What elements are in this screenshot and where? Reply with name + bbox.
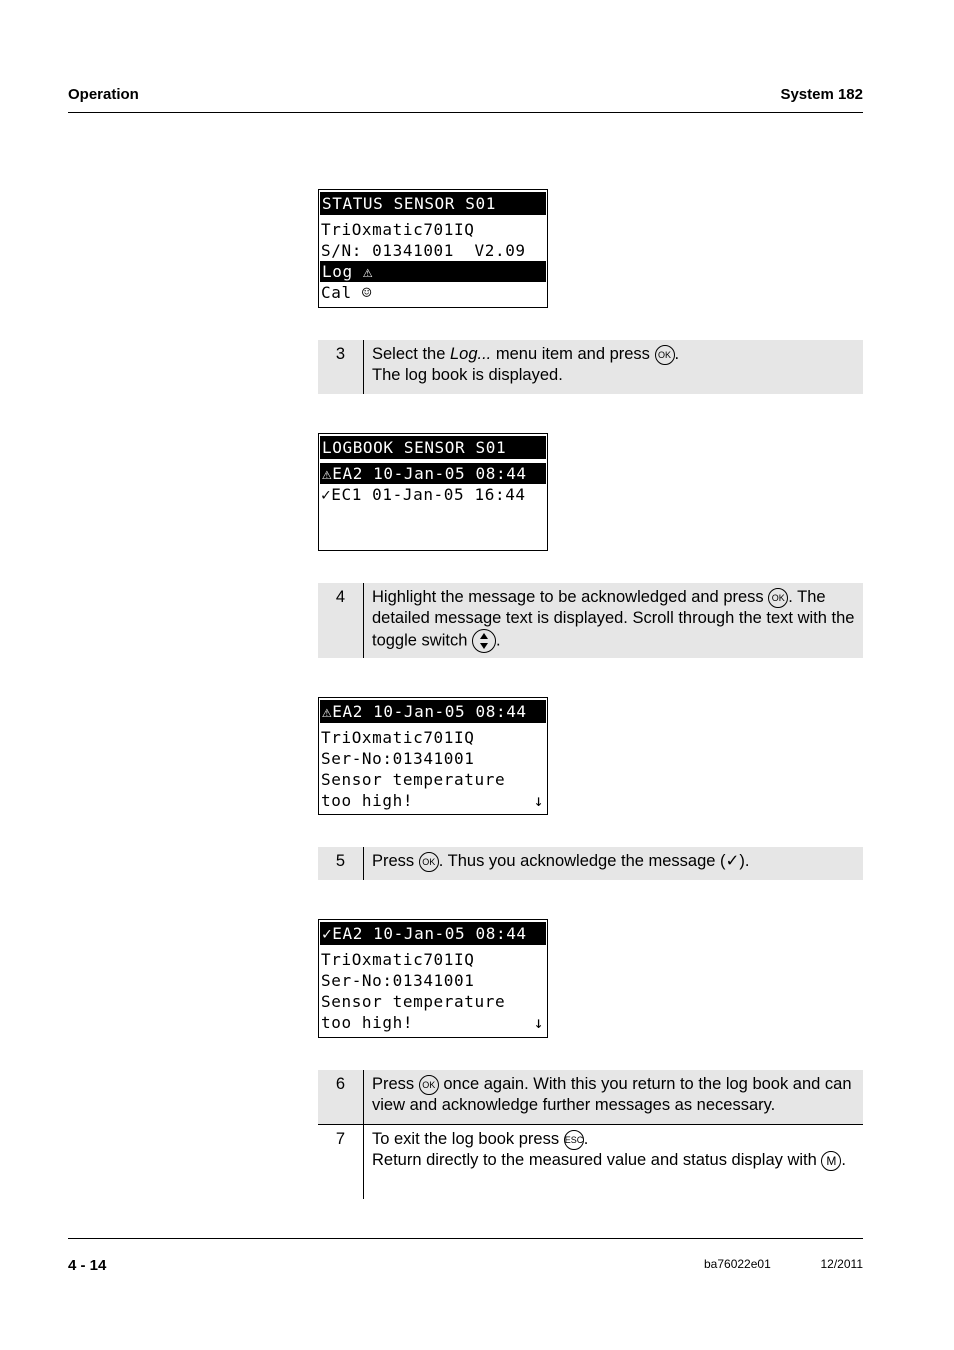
step-number: 7 bbox=[335, 1130, 346, 1148]
step-5 bbox=[318, 847, 863, 880]
lcd-title: STATUS SENSOR S01 bbox=[320, 192, 546, 215]
lcd-line: Sensor temperature bbox=[321, 770, 506, 789]
step-text: Select the Log... menu item and press OK . The log book is displayed. bbox=[372, 345, 680, 384]
lcd-line: Ser-No:01341001 bbox=[321, 749, 475, 768]
lcd-line: TriOxmatic701IQ bbox=[321, 220, 475, 239]
lcd-log-entry[interactable]: ✓EC1 01-Jan-05 16:44 bbox=[321, 485, 526, 504]
ok-key-icon: OK bbox=[768, 588, 788, 608]
step-number: 4 bbox=[335, 588, 346, 606]
lcd-line: S/N: 01341001 V2.09 bbox=[321, 241, 526, 260]
page-header-right: System 182 bbox=[780, 86, 863, 103]
step-text: To exit the log book press ESC. Return directly to the measured value and status display with M . bbox=[372, 1130, 846, 1169]
lcd-title: ⚠EA2 10-Jan-05 08:44 bbox=[320, 700, 546, 723]
step-text: Press OK once again. With this you return to the log book and can view and acknowledge further messages as necessary. bbox=[372, 1075, 852, 1114]
lcd-title: ✓EA2 10-Jan-05 08:44 bbox=[320, 922, 546, 945]
scroll-down-arrow-icon: ↓ bbox=[533, 791, 544, 810]
lcd-line: Sensor temperature bbox=[321, 992, 506, 1011]
document-date: 12/2011 bbox=[820, 1257, 863, 1271]
esc-key-icon: ESC bbox=[564, 1130, 584, 1150]
document-id: ba76022e01 bbox=[704, 1257, 771, 1271]
lcd-line: Ser-No:01341001 bbox=[321, 971, 475, 990]
toggle-switch-icon bbox=[472, 629, 496, 653]
lcd-menu-cal[interactable]: Cal ☺ bbox=[321, 283, 373, 302]
step-4 bbox=[318, 583, 863, 658]
m-key-icon: M bbox=[821, 1151, 841, 1171]
lcd-menu-log[interactable]: Log ⚠ bbox=[320, 261, 546, 282]
lcd-line: TriOxmatic701IQ bbox=[321, 728, 475, 747]
step-text: Highlight the message to be acknowledged and press OK . The detailed message text is displayed. Scroll through the text with the toggle switch . bbox=[372, 583, 863, 653]
page-number: 4 - 14 bbox=[68, 1257, 107, 1274]
page-header-left: Operation bbox=[68, 86, 139, 103]
step-7 bbox=[318, 1124, 863, 1199]
lcd-line: too high! ↓ bbox=[321, 1013, 544, 1032]
lcd-status-sensor bbox=[318, 189, 548, 308]
ok-key-icon: OK bbox=[419, 852, 439, 872]
step-3 bbox=[318, 340, 863, 394]
lcd-log-entry[interactable]: ⚠EA2 10-Jan-05 08:44 bbox=[320, 463, 546, 484]
scroll-down-arrow-icon: ↓ bbox=[533, 1013, 544, 1032]
footer-rule bbox=[68, 1238, 863, 1239]
step-number: 6 bbox=[335, 1075, 346, 1093]
lcd-logbook bbox=[318, 433, 548, 551]
lcd-message-detail bbox=[318, 697, 548, 815]
lcd-line: too high! ↓ bbox=[321, 791, 544, 810]
step-text: Press OK . Thus you acknowledge the message (✓). bbox=[372, 852, 750, 870]
step-number: 3 bbox=[335, 345, 346, 363]
header-rule bbox=[68, 112, 863, 113]
ok-key-icon: OK bbox=[419, 1075, 439, 1095]
ok-key-icon: OK bbox=[655, 345, 675, 365]
lcd-title: LOGBOOK SENSOR S01 bbox=[320, 436, 546, 459]
lcd-line: TriOxmatic701IQ bbox=[321, 950, 475, 969]
step-6 bbox=[318, 1070, 863, 1124]
step-number: 5 bbox=[335, 852, 346, 870]
lcd-message-acknowledged bbox=[318, 919, 548, 1038]
